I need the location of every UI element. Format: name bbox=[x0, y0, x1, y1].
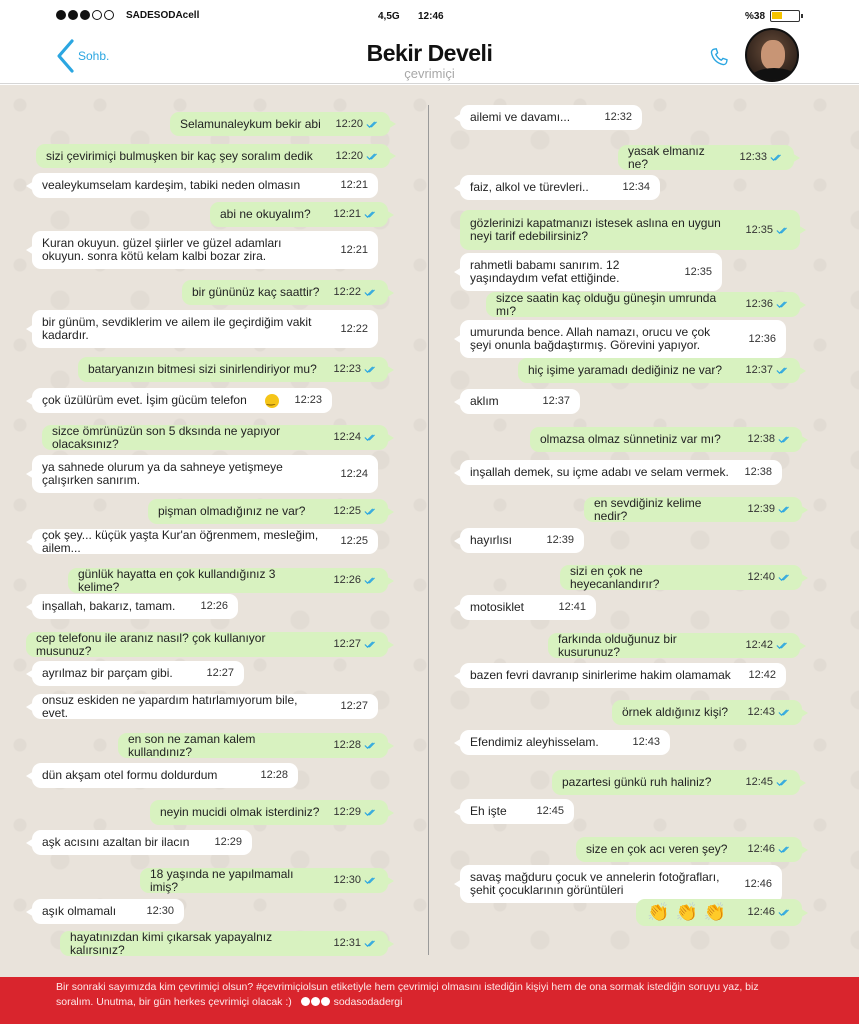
message-meta bbox=[333, 363, 378, 376]
message-time: 12:42 bbox=[745, 639, 773, 651]
message-text: aklım bbox=[470, 394, 499, 408]
message-text: pazartesi günkü ruh haliniz? bbox=[562, 775, 712, 789]
message-bubble-incoming[interactable] bbox=[460, 320, 786, 358]
message-bubble-incoming[interactable] bbox=[32, 830, 252, 855]
message-time: 12:39 bbox=[546, 534, 574, 546]
message-text: hiç işime yaramadı dediğiniz ne var? bbox=[528, 363, 723, 377]
message-bubble-incoming[interactable] bbox=[460, 595, 596, 620]
message-bubble-incoming[interactable] bbox=[460, 253, 722, 291]
message-bubble-incoming[interactable] bbox=[32, 594, 238, 619]
message-meta bbox=[536, 805, 564, 818]
message-meta bbox=[748, 669, 776, 682]
message-text: onsuz eskiden ne yapardım hatırlamıyorum bile, evet. bbox=[42, 692, 298, 720]
message-time: 12:22 bbox=[333, 286, 361, 298]
message-time: 12:30 bbox=[146, 905, 174, 917]
message-meta bbox=[744, 466, 772, 479]
message-meta bbox=[333, 431, 378, 444]
message-bubble-outgoing[interactable] bbox=[552, 770, 800, 795]
message-time: 12:40 bbox=[747, 571, 775, 583]
message-time: 12:46 bbox=[747, 843, 775, 855]
read-ticks-icon bbox=[364, 576, 378, 585]
read-ticks-icon bbox=[778, 435, 792, 444]
message-time: 12:38 bbox=[747, 433, 775, 445]
message-time: 12:25 bbox=[340, 535, 368, 547]
message-text: çok üzülürüm evet. İşim gücüm telefon‿ bbox=[42, 394, 280, 408]
battery-level-fill bbox=[772, 12, 782, 19]
status-bar bbox=[0, 0, 859, 28]
read-ticks-icon bbox=[364, 741, 378, 750]
footer-handle[interactable]: sodasodadergi bbox=[333, 996, 403, 1008]
read-ticks-icon bbox=[364, 808, 378, 817]
message-time: 12:23 bbox=[333, 363, 361, 375]
facebook-icon bbox=[301, 997, 310, 1006]
message-text: sizi en çok ne heyecanlandırır? bbox=[570, 563, 660, 591]
message-text: ayrılmaz bir parçam gibi. bbox=[42, 666, 173, 680]
message-text: bir gününüz kaç saattir? bbox=[192, 285, 320, 299]
chat-area bbox=[0, 85, 859, 977]
message-time: 12:45 bbox=[745, 776, 773, 788]
message-bubble-incoming[interactable] bbox=[460, 865, 782, 903]
message-bubble-incoming[interactable] bbox=[32, 388, 332, 413]
message-bubble-outgoing[interactable] bbox=[78, 357, 388, 382]
message-time: 12:43 bbox=[632, 736, 660, 748]
message-time: 12:24 bbox=[340, 467, 368, 480]
message-bubble-incoming[interactable] bbox=[32, 231, 378, 269]
message-text: hayırlısı bbox=[470, 533, 513, 547]
read-ticks-icon bbox=[778, 708, 792, 717]
message-time: 12:42 bbox=[748, 669, 776, 681]
message-meta bbox=[747, 843, 792, 856]
message-meta bbox=[542, 395, 570, 408]
message-text: sizce ömrünüzün son 5 dksında ne yapıyor olacaksınız? bbox=[52, 423, 281, 451]
message-text: size en çok acı veren şey? bbox=[586, 842, 728, 856]
message-text: örnek aldığınız kişi? bbox=[622, 705, 729, 719]
message-time: 12:33 bbox=[739, 151, 767, 163]
message-text: vealeykumselam kardeşim, tabiki neden olmasın bbox=[42, 178, 301, 192]
message-bubble-incoming[interactable] bbox=[32, 661, 244, 686]
message-meta bbox=[333, 638, 378, 651]
message-meta bbox=[747, 571, 792, 584]
message-meta bbox=[622, 181, 650, 194]
read-ticks-icon bbox=[776, 366, 790, 375]
message-meta bbox=[747, 706, 792, 719]
message-bubble-outgoing[interactable] bbox=[26, 632, 388, 657]
message-meta bbox=[340, 700, 368, 713]
message-text: Eh işte bbox=[470, 804, 507, 818]
message-text: ailemi ve davamı... bbox=[470, 110, 571, 124]
message-time: 12:46 bbox=[747, 906, 775, 918]
message-bubble-outgoing[interactable] bbox=[60, 931, 388, 956]
message-bubble-outgoing[interactable] bbox=[560, 565, 802, 590]
message-bubble-incoming[interactable] bbox=[460, 460, 782, 485]
instagram-icon bbox=[321, 997, 330, 1006]
message-text: neyin mucidi olmak isterdiniz? bbox=[160, 805, 320, 819]
message-time: 12:22 bbox=[340, 322, 368, 335]
read-ticks-icon bbox=[364, 433, 378, 442]
message-bubble-outgoing[interactable] bbox=[612, 700, 802, 725]
message-time: 12:25 bbox=[333, 505, 361, 517]
message-meta bbox=[333, 874, 378, 887]
message-text: bazen fevri davranıp sinirlerime hakim olamamak bbox=[470, 668, 731, 682]
message-time: 12:36 bbox=[745, 298, 773, 310]
message-meta bbox=[260, 769, 288, 782]
signal-strength-icon bbox=[56, 10, 114, 20]
message-meta bbox=[745, 364, 790, 377]
message-time: 12:31 bbox=[333, 937, 361, 949]
message-bubble-outgoing[interactable] bbox=[140, 868, 388, 893]
read-ticks-icon bbox=[364, 939, 378, 948]
read-ticks-icon bbox=[364, 507, 378, 516]
message-bubble-outgoing[interactable] bbox=[486, 292, 800, 317]
message-time: 12:21 bbox=[340, 243, 368, 256]
message-time: 12:35 bbox=[684, 265, 712, 278]
message-bubble-incoming[interactable] bbox=[32, 529, 378, 554]
message-meta bbox=[333, 208, 378, 221]
message-time: 12:27 bbox=[333, 638, 361, 650]
message-meta bbox=[333, 286, 378, 299]
message-text: hayatınızdan kimi çıkarsak yapayalnız kalırsınız? bbox=[70, 929, 273, 957]
message-bubble-incoming[interactable] bbox=[460, 663, 786, 688]
message-time: 12:23 bbox=[294, 394, 322, 406]
message-text: dün akşam otel formu doldurdum bbox=[42, 768, 218, 782]
message-meta bbox=[748, 333, 776, 346]
smile-emoji-icon bbox=[265, 394, 279, 408]
message-meta bbox=[604, 111, 632, 124]
message-time: 12:21 bbox=[333, 208, 361, 220]
read-ticks-icon bbox=[364, 210, 378, 219]
message-bubble-incoming[interactable] bbox=[460, 105, 642, 130]
message-bubble-outgoing[interactable] bbox=[460, 210, 800, 250]
message-text: 18 yaşında ne yapılmamalı imiş? bbox=[150, 866, 294, 894]
message-meta bbox=[333, 739, 378, 752]
message-meta bbox=[333, 574, 378, 587]
message-meta bbox=[747, 433, 792, 446]
message-meta bbox=[744, 878, 772, 891]
message-bubble-incoming[interactable] bbox=[32, 694, 378, 719]
message-bubble-incoming[interactable] bbox=[460, 730, 670, 755]
message-bubble-incoming[interactable] bbox=[32, 310, 378, 348]
message-bubble-outgoing[interactable] bbox=[210, 202, 388, 227]
message-time: 12:27 bbox=[340, 700, 368, 712]
message-text: yasak elmanız ne? bbox=[628, 143, 705, 171]
message-meta bbox=[747, 906, 792, 919]
social-icons bbox=[301, 996, 331, 1008]
message-bubble-outgoing[interactable] bbox=[42, 425, 388, 450]
message-text: aşık olmamalı bbox=[42, 904, 117, 918]
message-meta bbox=[340, 179, 368, 192]
message-bubble-outgoing[interactable] bbox=[618, 145, 794, 170]
message-meta bbox=[632, 736, 660, 749]
message-meta bbox=[335, 118, 380, 131]
message-text: abi ne okuyalım? bbox=[220, 207, 311, 221]
message-text: faiz, alkol ve türevleri.. bbox=[470, 180, 589, 194]
message-meta bbox=[340, 468, 368, 481]
message-time: 12:29 bbox=[333, 806, 361, 818]
network-type: 4,5G bbox=[378, 11, 400, 22]
phone-icon[interactable] bbox=[708, 46, 730, 68]
message-time: 12:27 bbox=[206, 667, 234, 679]
twitter-icon bbox=[311, 997, 320, 1006]
message-bubble-outgoing[interactable] bbox=[576, 837, 802, 862]
message-text: günlük hayatta en çok kullandığınız 3 kelime? bbox=[78, 566, 276, 594]
read-ticks-icon bbox=[776, 641, 790, 650]
message-meta bbox=[739, 151, 784, 164]
read-ticks-icon bbox=[778, 573, 792, 582]
message-meta bbox=[333, 806, 378, 819]
footer-message: Bir sonraki sayımızda kim çevrimiçi olsun? #çevrimiçiolsun etiketiyle hem çevrimiçi olmasını istediğin kişiyi hem de ona sormak istediğin soruyu yaz, biz soralım. Unutma, bir gün herkes çevrimiçi olacak :) bbox=[56, 981, 759, 1008]
read-ticks-icon bbox=[366, 120, 380, 129]
message-time: 12:39 bbox=[747, 503, 775, 515]
read-ticks-icon bbox=[778, 845, 792, 854]
message-meta bbox=[684, 266, 712, 279]
message-text: rahmetli babamı sanırım. 12 yaşındaydım vefat ettiğinde. bbox=[470, 258, 620, 285]
message-text: bataryanızın bitmesi sizi sinirlendiriyor mu? bbox=[88, 362, 317, 376]
message-meta bbox=[206, 667, 234, 680]
read-ticks-icon bbox=[776, 300, 790, 309]
message-meta bbox=[745, 776, 790, 789]
message-text: savaş mağduru çocuk ve annelerin fotoğrafları, şehit çocuklarının görüntüleri bbox=[470, 870, 720, 897]
message-meta bbox=[747, 503, 792, 516]
battery-percent: %38 bbox=[745, 11, 766, 22]
message-text: Efendimiz aleyhisselam. bbox=[470, 735, 599, 749]
message-text: gözlerinizi kapatmanızı istesek aslına en uygun neyi tarif edebilirsiniz? bbox=[470, 216, 721, 243]
message-text: en son ne zaman kalem kullandınız? bbox=[128, 731, 256, 759]
message-text: çok şey... küçük yaşta Kur'an öğrenmem, mesleğim, ailem... bbox=[42, 527, 319, 555]
message-text: Kuran okuyun. güzel şiirler ve güzel adamları okuyun. sonra kötü kelam kalbi bozar zira. bbox=[42, 236, 282, 263]
message-meta bbox=[340, 535, 368, 548]
message-bubble-incoming[interactable] bbox=[32, 763, 298, 788]
message-bubble-outgoing[interactable] bbox=[530, 427, 802, 452]
footer-text bbox=[56, 980, 796, 1010]
message-bubble-incoming[interactable] bbox=[460, 528, 584, 553]
message-bubble-incoming[interactable] bbox=[460, 175, 660, 200]
message-time: 12:45 bbox=[536, 805, 564, 817]
carrier-name: SADESODAcell bbox=[126, 10, 200, 21]
message-time: 12:38 bbox=[744, 466, 772, 478]
message-time: 12:30 bbox=[333, 874, 361, 886]
message-meta bbox=[340, 244, 368, 257]
message-text: bir günüm, sevdiklerim ve ailem ile geçirdiğim vakit kadardır. bbox=[42, 315, 312, 342]
read-ticks-icon bbox=[364, 640, 378, 649]
message-time: 12:46 bbox=[744, 877, 772, 890]
message-text: aşk acısını azaltan bir ilacın bbox=[42, 835, 190, 849]
message-time: 12:35 bbox=[745, 223, 773, 236]
message-time: 12:28 bbox=[333, 739, 361, 751]
message-time: 12:34 bbox=[622, 181, 650, 193]
battery-icon bbox=[770, 10, 800, 22]
message-time: 12:41 bbox=[558, 601, 586, 613]
message-bubble-outgoing[interactable] bbox=[150, 800, 388, 825]
message-text: inşallah demek, su içme adabı ve selam vermek. bbox=[470, 465, 729, 479]
read-ticks-icon bbox=[776, 778, 790, 787]
message-time: 12:24 bbox=[333, 431, 361, 443]
message-text: sizce saatin kaç olduğu güneşin umrunda mı? bbox=[496, 290, 717, 318]
read-ticks-icon bbox=[770, 153, 784, 162]
read-ticks-icon bbox=[364, 288, 378, 297]
message-bubble-incoming[interactable] bbox=[32, 455, 378, 493]
message-meta bbox=[558, 601, 586, 614]
message-meta bbox=[200, 600, 228, 613]
read-ticks-icon bbox=[364, 876, 378, 885]
message-meta bbox=[146, 905, 174, 918]
message-bubble-outgoing[interactable] bbox=[118, 733, 388, 758]
message-time: 12:37 bbox=[745, 364, 773, 376]
message-time: 12:20 bbox=[335, 149, 363, 162]
message-meta bbox=[745, 298, 790, 311]
message-bubble-outgoing[interactable] bbox=[636, 899, 802, 926]
message-bubble-outgoing[interactable] bbox=[36, 144, 390, 168]
message-bubble-outgoing[interactable] bbox=[182, 280, 388, 305]
read-ticks-icon bbox=[364, 365, 378, 374]
message-meta bbox=[294, 394, 322, 407]
message-text: motosiklet bbox=[470, 600, 525, 614]
read-ticks-icon bbox=[778, 505, 792, 514]
message-bubble-outgoing[interactable] bbox=[518, 358, 800, 383]
message-bubble-incoming[interactable] bbox=[32, 173, 378, 198]
footer-banner bbox=[0, 977, 859, 1024]
read-ticks-icon bbox=[776, 226, 790, 235]
message-text: pişman olmadığınız ne var? bbox=[158, 504, 306, 518]
message-text: umurunda bence. Allah namazı, orucu ve çok şeyi onunla bağdaştırmış. Görevini yapıyor. bbox=[470, 325, 711, 352]
message-bubble-incoming[interactable] bbox=[32, 899, 184, 924]
message-text: 👏👏👏 bbox=[647, 902, 733, 922]
message-time: 12:28 bbox=[260, 769, 288, 781]
message-time: 12:21 bbox=[340, 179, 368, 191]
message-text: inşallah, bakarız, tamam. bbox=[42, 599, 176, 613]
message-time: 12:43 bbox=[747, 706, 775, 718]
read-ticks-icon bbox=[778, 908, 792, 917]
message-bubble-incoming[interactable] bbox=[460, 799, 574, 824]
contact-avatar[interactable] bbox=[745, 28, 799, 82]
message-time: 12:29 bbox=[214, 836, 242, 848]
read-ticks-icon bbox=[366, 152, 380, 161]
message-time: 12:32 bbox=[604, 111, 632, 123]
message-time: 12:37 bbox=[542, 395, 570, 407]
message-text: olmazsa olmaz sünnetiniz var mı? bbox=[540, 432, 721, 446]
message-bubble-outgoing[interactable] bbox=[548, 633, 800, 658]
message-meta bbox=[340, 323, 368, 336]
message-time: 12:20 bbox=[335, 117, 363, 130]
contact-name: Bekir Develi bbox=[366, 40, 493, 66]
message-meta bbox=[546, 534, 574, 547]
chat-header bbox=[0, 28, 859, 84]
message-meta bbox=[333, 505, 378, 518]
back-label: Sohb. bbox=[78, 49, 110, 63]
message-text: cep telefonu ile aranız nasıl? çok kullanıyor musunuz? bbox=[36, 630, 266, 658]
message-text: en sevdiğiniz kelime nedir? bbox=[594, 495, 702, 523]
message-text: Selamunaleykum bekir abi bbox=[180, 116, 321, 131]
message-bubble-incoming[interactable] bbox=[460, 389, 580, 414]
message-meta bbox=[335, 150, 380, 163]
message-meta bbox=[745, 639, 790, 652]
message-bubble-outgoing[interactable] bbox=[148, 499, 388, 524]
message-text: farkında olduğunuz bir kusurunuz? bbox=[558, 631, 677, 659]
contact-status: çevrimiçi bbox=[404, 66, 455, 81]
message-bubble-outgoing[interactable] bbox=[584, 497, 802, 522]
message-text: sizi çevirimiçi bulmuşken bir kaç şey soralım dedik bbox=[46, 148, 313, 163]
message-text: ya sahnede olurum ya da sahneye yetişmeye çalışırken sanırım. bbox=[42, 460, 283, 487]
message-time: 12:26 bbox=[333, 574, 361, 586]
column-divider bbox=[428, 105, 429, 955]
message-bubble-outgoing[interactable] bbox=[170, 112, 390, 136]
message-meta bbox=[745, 224, 790, 237]
message-meta bbox=[214, 836, 242, 849]
message-time: 12:26 bbox=[200, 600, 228, 612]
status-time: 12:46 bbox=[418, 11, 444, 22]
message-meta bbox=[333, 937, 378, 950]
message-time: 12:36 bbox=[748, 332, 776, 345]
message-bubble-outgoing[interactable] bbox=[68, 568, 388, 593]
